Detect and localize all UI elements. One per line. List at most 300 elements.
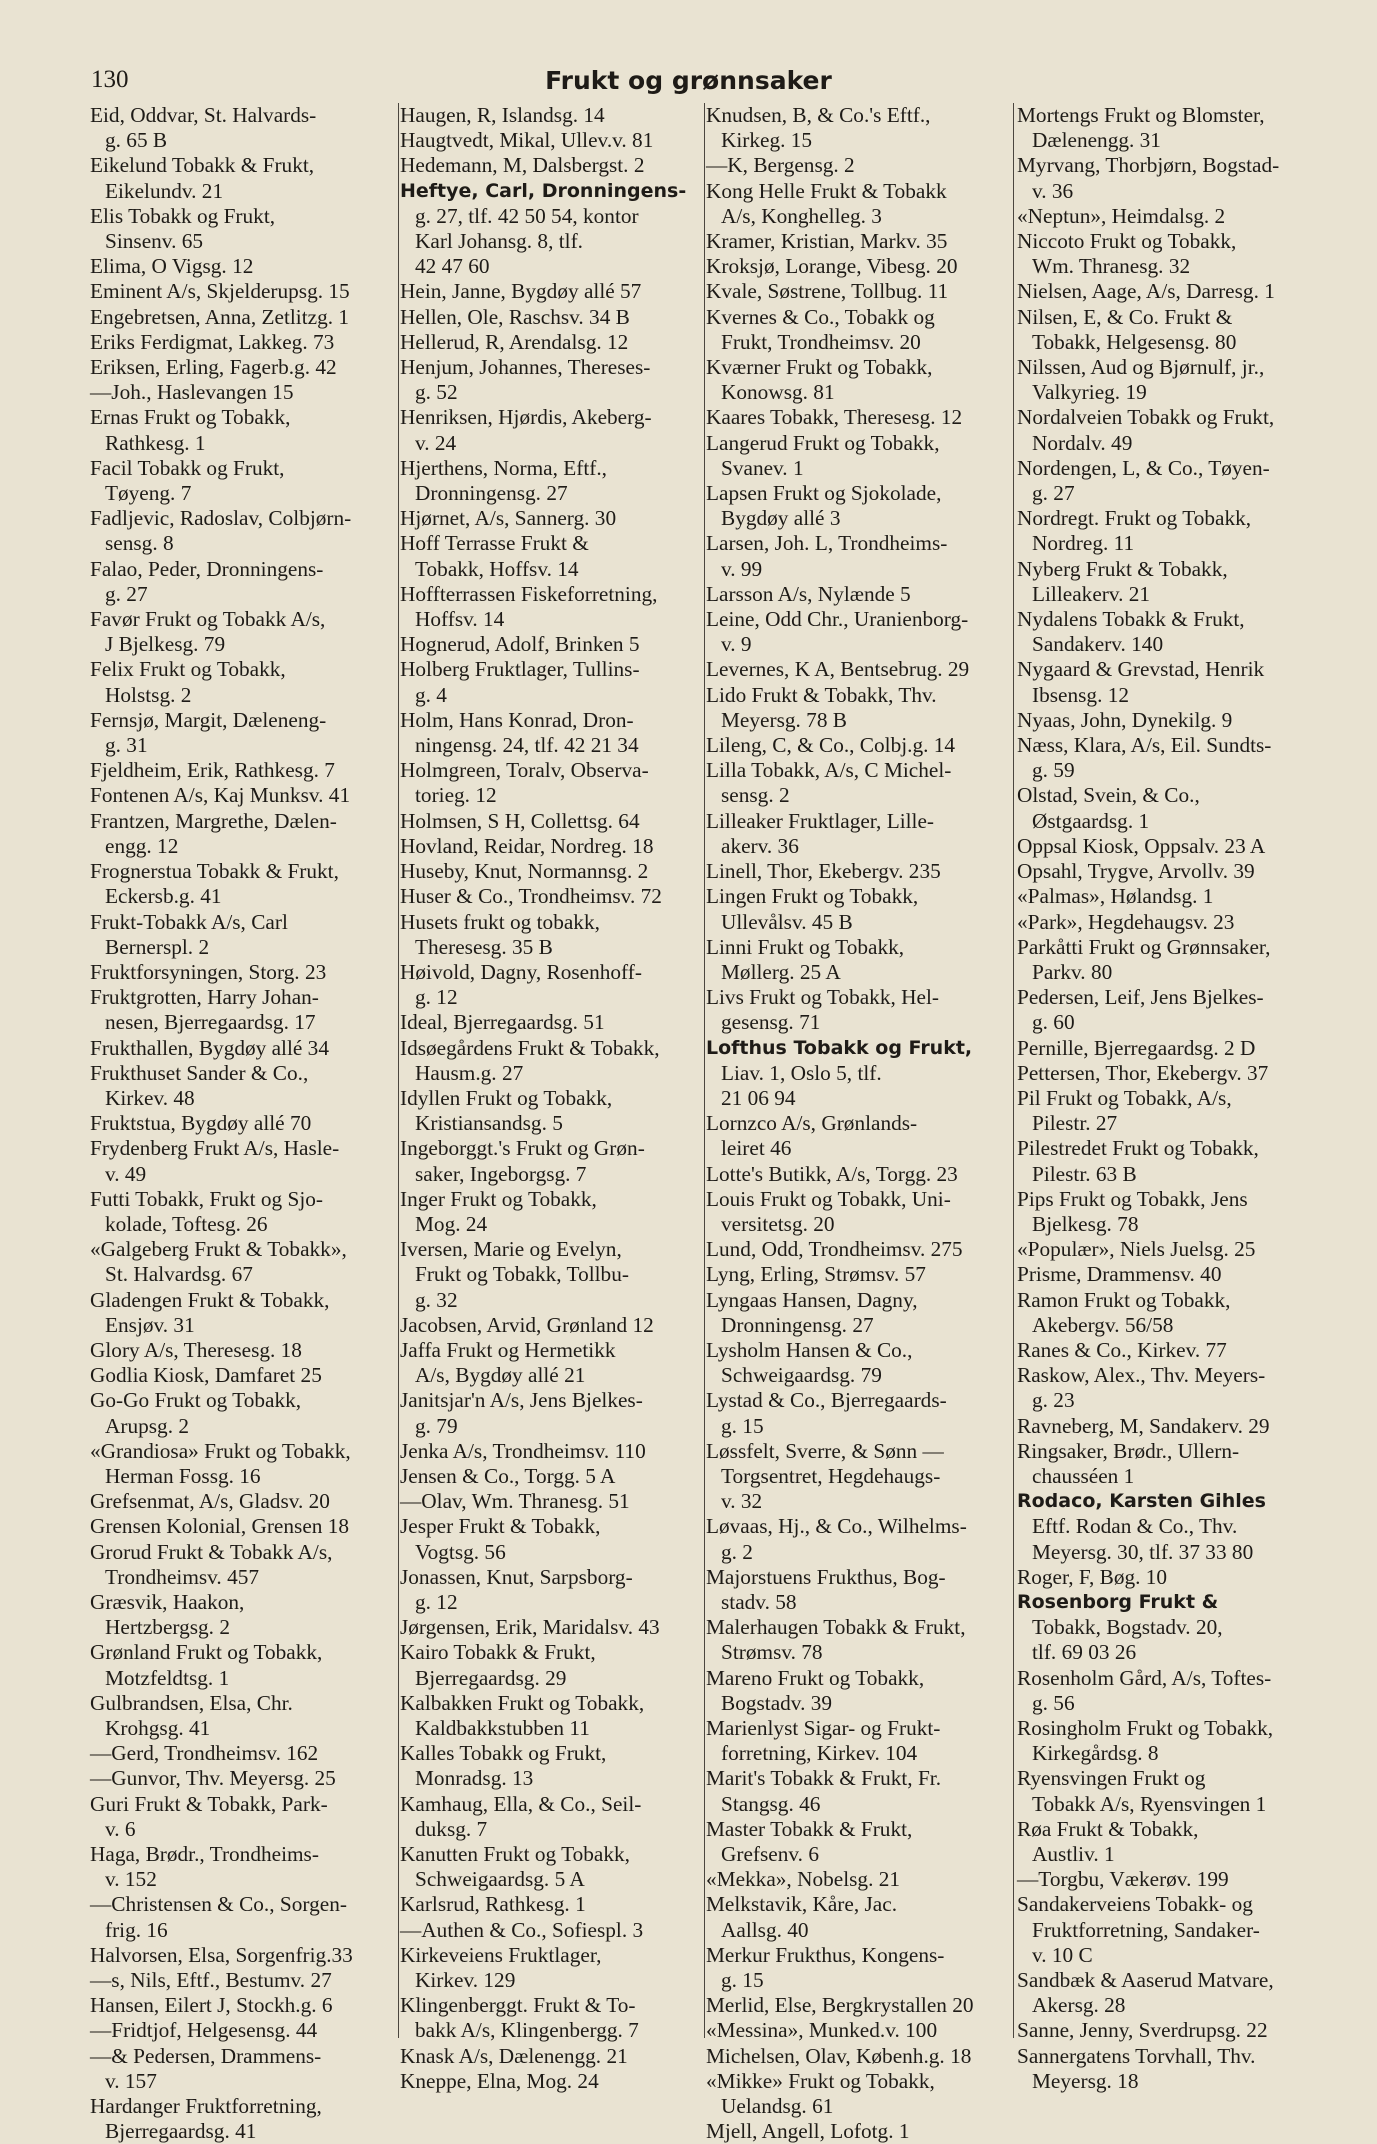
entry-continuation: Theresesg. 35 B xyxy=(415,934,553,959)
entry-continuation: g. 15 xyxy=(721,1413,764,1438)
directory-entry: Kirkeveiens Fruktlager, xyxy=(400,1942,602,1967)
entry-continuation: Stangsg. 46 xyxy=(721,1791,821,1816)
entry-continuation: sensg. 2 xyxy=(721,783,790,808)
directory-entry: Halvorsen, Elsa, Sorgenfrig.33 xyxy=(90,1942,353,1967)
entry-continuation: Tobakk, Helgesensg. 80 xyxy=(1032,329,1237,354)
entry-continuation: g. 27, tlf. 42 50 54, kontor xyxy=(415,203,639,228)
entry-continuation: Trondheimsv. 457 xyxy=(105,1564,260,1589)
directory-entry: Louis Frukt og Tobakk, Uni- xyxy=(706,1186,951,1211)
directory-entry: Sandakerveiens Tobakk- og xyxy=(1017,1892,1253,1917)
directory-entry: Hjørnet, A/s, Sannerg. 30 xyxy=(400,506,617,531)
directory-entry: «Park», Hegdehaugsv. 23 xyxy=(1017,909,1235,934)
directory-entry: Hellen, Ole, Raschsv. 34 B xyxy=(400,304,630,329)
entry-continuation: engg. 12 xyxy=(105,833,179,858)
directory-entry: Linni Frukt og Tobakk, xyxy=(706,934,905,959)
entry-continuation: g. 79 xyxy=(415,1413,458,1438)
directory-entry: Frydenberg Frukt A/s, Hasle- xyxy=(90,1136,340,1161)
entry-continuation: frig. 16 xyxy=(105,1917,168,1942)
directory-entry: Kaares Tobakk, Theresesg. 12 xyxy=(706,405,963,430)
entry-continuation: v. 9 xyxy=(721,632,752,657)
entry-continuation: v. 32 xyxy=(721,1489,763,1514)
directory-entry: «Neptun», Heimdalsg. 2 xyxy=(1017,203,1226,228)
directory-entry: Mareno Frukt og Tobakk, xyxy=(706,1665,925,1690)
directory-entry: «Grandiosa» Frukt og Tobakk, xyxy=(90,1438,351,1463)
entry-continuation: g. 65 B xyxy=(105,128,168,153)
entry-continuation: g. 2 xyxy=(721,1539,753,1564)
entry-continuation: Parkv. 80 xyxy=(1032,959,1113,984)
entry-continuation: Dælenengg. 31 xyxy=(1032,128,1161,153)
directory-entry: —Torgbu, Vækerøv. 199 xyxy=(1017,1867,1229,1892)
entry-continuation: Tobakk, Hoffsv. 14 xyxy=(415,556,579,581)
directory-entry: Go-Go Frukt og Tobakk, xyxy=(90,1388,302,1413)
directory-entry: Eminent A/s, Skjelderupsg. 15 xyxy=(90,279,350,304)
directory-entry: Høivold, Dagny, Rosenhoff- xyxy=(400,959,642,984)
directory-entry: Frukthuset Sander & Co., xyxy=(90,1060,309,1085)
directory-entry: Nordregt. Frukt og Tobakk, xyxy=(1017,506,1252,531)
entry-continuation: Schweigaardsg. 5 A xyxy=(415,1867,585,1892)
directory-entry: Frognerstua Tobakk & Frukt, xyxy=(90,859,339,884)
directory-entry: Iversen, Marie og Evelyn, xyxy=(400,1237,622,1262)
entry-continuation: Tobakk A/s, Ryensvingen 1 xyxy=(1032,1791,1267,1816)
entry-continuation: Fruktforretning, Sandaker- xyxy=(1032,1917,1260,1942)
directory-entry: Mjell, Angell, Lofotg. 1 xyxy=(706,2119,910,2144)
directory-entry: Sannergatens Torvhall, Thv. xyxy=(1017,2043,1256,2068)
entry-continuation: Svanev. 1 xyxy=(721,455,804,480)
entry-continuation: g. 52 xyxy=(415,380,458,405)
entry-continuation: Eftf. Rodan & Co., Thv. xyxy=(1032,1514,1238,1539)
directory-entry: Livs Frukt og Tobakk, Hel- xyxy=(706,985,939,1010)
directory-entry: Lingen Frukt og Tobakk, xyxy=(706,884,919,909)
entry-continuation: Hoffsv. 14 xyxy=(415,607,505,632)
directory-entry: Gulbrandsen, Elsa, Chr. xyxy=(90,1690,293,1715)
entry-continuation: Bygdøy allé 3 xyxy=(721,506,841,531)
entry-continuation: Uelandsg. 61 xyxy=(721,2094,834,2119)
entry-continuation: g. 15 xyxy=(721,1968,764,1993)
directory-entry: Idsøegårdens Frukt & Tobakk, xyxy=(400,1035,660,1060)
directory-entry: Elis Tobakk og Frukt, xyxy=(90,203,276,228)
directory-entry: —Gunvor, Thv. Meyersg. 25 xyxy=(90,1766,336,1791)
directory-entry: Nilsen, E, & Co. Frukt & xyxy=(1017,304,1233,329)
entry-continuation: Aallsg. 40 xyxy=(721,1917,809,1942)
directory-entry: Fontenen A/s, Kaj Munksv. 41 xyxy=(90,783,351,808)
entry-continuation: Bjelkesg. 78 xyxy=(1032,1211,1139,1236)
directory-entry: Hoffterrassen Fiskeforretning, xyxy=(400,581,658,606)
entry-continuation: Nordreg. 11 xyxy=(1032,531,1135,556)
directory-entry: «Mikke» Frukt og Tobakk, xyxy=(706,2068,935,2093)
entry-continuation: ningensg. 24, tlf. 42 21 34 xyxy=(415,733,639,758)
directory-entry: Eriksen, Erling, Fagerb.g. 42 xyxy=(90,355,337,380)
directory-entry: Lornzco A/s, Grønlands- xyxy=(706,1111,918,1136)
directory-entry: Ramon Frukt og Tobakk, xyxy=(1017,1287,1231,1312)
directory-entry: Engebretsen, Anna, Zetlitzg. 1 xyxy=(90,304,350,329)
directory-entry: Eid, Oddvar, St. Halvards- xyxy=(90,103,317,127)
directory-entry: Nyaas, John, Dynekilg. 9 xyxy=(1017,707,1233,732)
entry-continuation: g. 27 xyxy=(105,581,148,606)
directory-entry: Marit's Tobakk & Frukt, Fr. xyxy=(706,1766,942,1791)
directory-entry: Hovland, Reidar, Nordreg. 18 xyxy=(400,833,654,858)
directory-entry: Ringsaker, Brødr., Ullern- xyxy=(1017,1438,1240,1463)
directory-entry: Kvale, Søstrene, Tollbug. 11 xyxy=(706,279,949,304)
entry-continuation: Kaldbakkstubben 11 xyxy=(415,1716,590,1740)
directory-entry: Husets frukt og tobakk, xyxy=(400,909,600,934)
directory-entry: Huseby, Knut, Normannsg. 2 xyxy=(400,859,649,884)
directory-entry: Grefsenmat, A/s, Gladsv. 20 xyxy=(90,1489,330,1514)
directory-entry: Guri Frukt & Tobakk, Park- xyxy=(90,1791,328,1816)
entry-continuation: Hertzbergsg. 2 xyxy=(105,1615,230,1640)
column-divider xyxy=(398,103,399,2038)
entry-continuation: g. 56 xyxy=(1032,1690,1075,1715)
directory-entry: Fruktforsyningen, Storg. 23 xyxy=(90,959,327,984)
entry-continuation: v. 24 xyxy=(415,430,457,455)
entry-continuation: Liav. 1, Oslo 5, tlf. xyxy=(721,1060,882,1085)
entry-continuation: v. 49 xyxy=(105,1161,147,1186)
entry-continuation: A/s, Konghelleg. 3 xyxy=(721,203,882,228)
directory-entry: Heftye, Carl, Dronningens- xyxy=(400,179,687,202)
entry-continuation: Bjerregaardsg. 41 xyxy=(105,2119,257,2144)
directory-entry: Hellerud, R, Arendalsg. 12 xyxy=(400,329,629,354)
entry-continuation: duksg. 7 xyxy=(415,1816,488,1841)
directory-entry: Lystad & Co., Bjerregaards- xyxy=(706,1388,947,1413)
directory-entry: Fernsjø, Margit, Dæleneng- xyxy=(90,707,327,732)
entry-continuation: Valkyrieg. 19 xyxy=(1032,380,1147,405)
directory-entry: Jonassen, Knut, Sarpsborg- xyxy=(400,1564,633,1589)
directory-entry: Holmsen, S H, Collettsg. 64 xyxy=(400,808,640,833)
page-number: 130 xyxy=(91,66,129,93)
entry-continuation: Pilestr. 63 B xyxy=(1032,1161,1137,1186)
directory-entry: «Galgeberg Frukt & Tobakk», xyxy=(90,1237,347,1262)
directory-entry: Nielsen, Aage, A/s, Darresg. 1 xyxy=(1017,279,1275,304)
directory-entry: Felix Frukt og Tobakk, xyxy=(90,657,286,682)
directory-entry: Græsvik, Haakon, xyxy=(90,1589,245,1614)
column-divider xyxy=(704,103,705,2038)
directory-entry: Knask A/s, Dælenengg. 21 xyxy=(400,2043,628,2068)
directory-entry: Pil Frukt og Tobakk, A/s, xyxy=(1017,1085,1232,1110)
directory-entry: Nyberg Frukt & Tobakk, xyxy=(1017,556,1228,581)
entry-continuation: Dronningensg. 27 xyxy=(415,481,568,506)
directory-entry: Rosenholm Gård, A/s, Toftes- xyxy=(1017,1665,1272,1690)
directory-entry: Kværner Frukt og Tobakk, xyxy=(706,355,933,380)
directory-entry: Holmgreen, Toralv, Observa- xyxy=(400,758,649,783)
directory-entry: Ideal, Bjerregaardsg. 51 xyxy=(400,1010,605,1035)
directory-entry: Kroksjø, Lorange, Vibesg. 20 xyxy=(706,254,958,279)
entry-continuation: Sandakerv. 140 xyxy=(1032,632,1164,657)
directory-entry: Kong Helle Frukt & Tobakk xyxy=(706,178,947,203)
directory-entry: Frantzen, Margrethe, Dælen- xyxy=(90,808,337,833)
directory-entry: Fjeldheim, Erik, Rathkesg. 7 xyxy=(90,758,335,783)
directory-entry: Jaffa Frukt og Hermetikk xyxy=(400,1337,616,1362)
directory-entry: Hognerud, Adolf, Brinken 5 xyxy=(400,632,640,657)
directory-entry: Hjerthens, Norma, Eftf., xyxy=(400,455,607,480)
entry-continuation: Tøyeng. 7 xyxy=(105,481,192,506)
entry-continuation: Bogstadv. 39 xyxy=(721,1690,833,1715)
directory-entry: Løvaas, Hj., & Co., Wilhelms- xyxy=(706,1514,967,1539)
entry-continuation: nesen, Bjerregaardsg. 17 xyxy=(105,1010,316,1035)
directory-entry: Lysholm Hansen & Co., xyxy=(706,1337,913,1362)
directory-entry: Sandbæk & Aaserud Matvare, xyxy=(1017,1968,1274,1993)
directory-entry: Myrvang, Thorbjørn, Bogstad- xyxy=(1017,153,1280,178)
directory-entry: Lido Frukt & Tobakk, Thv. xyxy=(706,682,937,707)
directory-entry: Mortengs Frukt og Blomster, xyxy=(1017,103,1265,127)
entry-continuation: J Bjelkesg. 79 xyxy=(105,632,226,657)
directory-entry: Roger, F, Bøg. 10 xyxy=(1017,1564,1168,1589)
entry-continuation: v. 36 xyxy=(1032,178,1074,203)
directory-entry: «Messina», Munked.v. 100 xyxy=(706,2018,938,2043)
directory-entry: Lapsen Frukt og Sjokolade, xyxy=(706,481,942,506)
entry-continuation: Pilestr. 27 xyxy=(1032,1111,1118,1136)
entry-continuation: bakk A/s, Klingenbergg. 7 xyxy=(415,2018,639,2043)
directory-entry: Kanutten Frukt og Tobakk, xyxy=(400,1842,630,1867)
directory-entry: Pilestredet Frukt og Tobakk, xyxy=(1017,1136,1259,1161)
entry-continuation: Hausm.g. 27 xyxy=(415,1060,524,1085)
entry-continuation: Mog. 24 xyxy=(415,1211,488,1236)
directory-entry: «Palmas», Hølandsg. 1 xyxy=(1017,884,1214,909)
entry-continuation: Lilleakerv. 21 xyxy=(1032,581,1151,606)
directory-entry: Kalbakken Frukt og Tobakk, xyxy=(400,1690,645,1715)
directory-entry: Larsen, Joh. L, Trondheims- xyxy=(706,531,948,556)
directory-entry: Idyllen Frukt og Tobakk, xyxy=(400,1085,613,1110)
entry-continuation: v. 152 xyxy=(105,1867,157,1892)
directory-entry: Hedemann, M, Dalsbergst. 2 xyxy=(400,153,645,178)
directory-entry: —Christensen & Co., Sorgen- xyxy=(90,1892,347,1917)
entry-continuation: Kristiansandsg. 5 xyxy=(415,1111,563,1136)
entry-continuation: saker, Ingeborgsg. 7 xyxy=(415,1161,587,1186)
directory-entry: Raskow, Alex., Thv. Meyers- xyxy=(1017,1363,1266,1388)
directory-entry: Lilla Tobakk, A/s, C Michel- xyxy=(706,758,952,783)
directory-column-1 xyxy=(90,103,395,2144)
entry-continuation: Austliv. 1 xyxy=(1032,1842,1115,1867)
directory-entry: Elima, O Vigsg. 12 xyxy=(90,254,254,279)
entry-continuation: Ullevålsv. 45 B xyxy=(721,909,853,934)
directory-entry: Jesper Frukt & Tobakk, xyxy=(400,1514,601,1539)
directory-entry: Michelsen, Olav, Københ.g. 18 xyxy=(706,2043,972,2068)
directory-column-4 xyxy=(1017,103,1323,2093)
entry-continuation: Vogtsg. 56 xyxy=(415,1539,506,1564)
entry-continuation: Akersg. 28 xyxy=(1032,1993,1126,2018)
directory-entry: Holberg Fruktlager, Tullins- xyxy=(400,657,640,682)
entry-continuation: St. Halvardsg. 67 xyxy=(105,1262,253,1287)
entry-continuation: Kirkeg. 15 xyxy=(721,128,813,153)
directory-entry: Godlia Kiosk, Damfaret 25 xyxy=(90,1363,322,1388)
directory-entry: «Populær», Niels Juelsg. 25 xyxy=(1017,1237,1256,1262)
directory-entry: Linell, Thor, Ekebergv. 235 xyxy=(706,859,941,884)
directory-entry: Hein, Janne, Bygdøy allé 57 xyxy=(400,279,642,304)
directory-entry: Olstad, Svein, & Co., xyxy=(1017,783,1200,808)
directory-entry: Frukthallen, Bygdøy allé 34 xyxy=(90,1035,329,1060)
entry-continuation: Monradsg. 13 xyxy=(415,1766,534,1791)
entry-continuation: Torgsentret, Hegdehaugs- xyxy=(721,1463,941,1488)
directory-entry: Gladengen Frukt & Tobakk, xyxy=(90,1287,330,1312)
directory-entry: Kalles Tobakk og Frukt, xyxy=(400,1741,607,1766)
column-divider xyxy=(1013,103,1014,2038)
entry-continuation: tlf. 69 03 26 xyxy=(1032,1640,1137,1665)
directory-entry: Levernes, K A, Bentsebrug. 29 xyxy=(706,657,970,682)
directory-entry: Haga, Brødr., Trondheims- xyxy=(90,1842,319,1867)
directory-column-2 xyxy=(400,103,705,2093)
directory-entry: Merlid, Else, Bergkrystallen 20 xyxy=(706,1993,974,2018)
directory-entry: Facil Tobakk og Frukt, xyxy=(90,455,285,480)
directory-entry: —Olav, Wm. Thranesg. 51 xyxy=(400,1489,630,1514)
directory-entry: Master Tobakk & Frukt, xyxy=(706,1816,913,1841)
directory-entry: Ryensvingen Frukt og xyxy=(1017,1766,1206,1791)
entry-continuation: g. 59 xyxy=(1032,758,1075,783)
entry-continuation: Arupsg. 2 xyxy=(105,1413,190,1438)
entry-continuation: Eikelundv. 21 xyxy=(105,178,224,203)
directory-entry: Marienlyst Sigar- og Frukt- xyxy=(706,1716,941,1740)
directory-entry: Futti Tobakk, Frukt og Sjo- xyxy=(90,1186,323,1211)
directory-entry: Prisme, Drammensv. 40 xyxy=(1017,1262,1222,1287)
entry-continuation: Wm. Thranesg. 32 xyxy=(1032,254,1191,279)
entry-continuation: Meyersg. 18 xyxy=(1032,2068,1139,2093)
directory-entry: Nydalens Tobakk & Frukt, xyxy=(1017,607,1245,632)
directory-entry: Lileng, C, & Co., Colbj.g. 14 xyxy=(706,733,956,758)
directory-entry: Hardanger Fruktforretning, xyxy=(90,2094,322,2119)
directory-entry: Nygaard & Grevstad, Henrik xyxy=(1017,657,1265,682)
entry-continuation: Krohgsg. 41 xyxy=(105,1716,211,1740)
entry-continuation: Grefsenv. 6 xyxy=(721,1842,819,1867)
entry-continuation: Kirkev. 48 xyxy=(105,1085,195,1110)
entry-continuation: g. 32 xyxy=(415,1287,458,1312)
directory-entry: Pedersen, Leif, Jens Bjelkes- xyxy=(1017,985,1264,1010)
directory-entry: —K, Bergensg. 2 xyxy=(706,153,855,178)
directory-entry: Hansen, Eilert J, Stockh.g. 6 xyxy=(90,1993,333,2018)
directory-entry: Henriksen, Hjørdis, Akeberg- xyxy=(400,405,652,430)
directory-entry: Hoff Terrasse Frukt & xyxy=(400,531,589,556)
entry-continuation: Møllerg. 25 A xyxy=(721,959,841,984)
entry-continuation: 42 47 60 xyxy=(415,254,490,279)
directory-column-3 xyxy=(706,103,1014,2144)
directory-entry: Holm, Hans Konrad, Dron- xyxy=(400,707,634,732)
directory-entry: Næss, Klara, A/s, Eil. Sundts- xyxy=(1017,733,1272,758)
directory-entry: Lofthus Tobakk og Frukt, xyxy=(706,1036,973,1059)
entry-continuation: Meyersg. 30, tlf. 37 33 80 xyxy=(1032,1539,1254,1564)
directory-entry: —Authen & Co., Sofiespl. 3 xyxy=(400,1917,644,1942)
directory-entry: Ernas Frukt og Tobakk, xyxy=(90,405,291,430)
directory-entry: Lotte's Butikk, A/s, Torgg. 23 xyxy=(706,1161,958,1186)
entry-continuation: gesensg. 71 xyxy=(721,1010,821,1035)
directory-entry: Pernille, Bjerregaardsg. 2 D xyxy=(1017,1035,1256,1060)
directory-entry: Lyngaas Hansen, Dagny, xyxy=(706,1287,918,1312)
directory-entry: Grønland Frukt og Tobakk, xyxy=(90,1640,323,1665)
entry-continuation: Bernerspl. 2 xyxy=(105,934,210,959)
entry-continuation: Herman Fossg. 16 xyxy=(105,1463,261,1488)
entry-continuation: v. 6 xyxy=(105,1816,136,1841)
directory-entry: Leine, Odd Chr., Uranienborg- xyxy=(706,607,969,632)
directory-entry: Løssfelt, Sverre, & Sønn — xyxy=(706,1438,944,1463)
entry-continuation: sensg. 8 xyxy=(105,531,174,556)
entry-continuation: Strømsv. 78 xyxy=(721,1640,823,1665)
entry-continuation: Tobakk, Bogstadv. 20, xyxy=(1032,1615,1223,1640)
entry-continuation: g. 31 xyxy=(105,733,148,758)
directory-entry: Røa Frukt & Tobakk, xyxy=(1017,1816,1199,1841)
directory-entry: Parkåtti Frukt og Grønnsaker, xyxy=(1017,934,1271,959)
entry-continuation: chausséen 1 xyxy=(1032,1463,1135,1488)
directory-entry: Pettersen, Thor, Ekebergv. 37 xyxy=(1017,1060,1269,1085)
entry-continuation: Frukt, Trondheimsv. 20 xyxy=(721,329,921,354)
directory-entry: Kvernes & Co., Tobakk og xyxy=(706,304,935,329)
directory-entry: —Gerd, Trondheimsv. 162 xyxy=(90,1741,319,1766)
directory-entry: Malerhaugen Tobakk & Frukt, xyxy=(706,1615,966,1640)
directory-entry: Ingeborggt.'s Frukt og Grøn- xyxy=(400,1136,645,1161)
directory-entry: Henjum, Johannes, Thereses- xyxy=(400,355,651,380)
directory-entry: Inger Frukt og Tobakk, xyxy=(400,1186,597,1211)
entry-continuation: 21 06 94 xyxy=(721,1085,796,1110)
directory-entry: Favør Frukt og Tobakk A/s, xyxy=(90,607,326,632)
directory-entry: Nilssen, Aud og Bjørnulf, jr., xyxy=(1017,355,1265,380)
entry-continuation: versitetsg. 20 xyxy=(721,1211,835,1236)
directory-entry: Larsson A/s, Nylænde 5 xyxy=(706,581,911,606)
entry-continuation: Akebergv. 56/58 xyxy=(1032,1312,1174,1337)
directory-entry: Janitsjar'n A/s, Jens Bjelkes- xyxy=(400,1388,643,1413)
directory-entry: Niccoto Frukt og Tobakk, xyxy=(1017,229,1237,254)
entry-continuation: g. 4 xyxy=(415,682,447,707)
directory-entry: Lilleaker Fruktlager, Lille- xyxy=(706,808,934,833)
directory-entry: Lyng, Erling, Strømsv. 57 xyxy=(706,1262,926,1287)
directory-entry: Karlsrud, Rathkesg. 1 xyxy=(400,1892,586,1917)
directory-entry: Grorud Frukt & Tobakk A/s, xyxy=(90,1539,333,1564)
directory-entry: —Fridtjof, Helgesensg. 44 xyxy=(90,2018,318,2043)
directory-entry: Fadljevic, Radoslav, Colbjørn- xyxy=(90,506,352,531)
directory-entry: Pips Frukt og Tobakk, Jens xyxy=(1017,1186,1248,1211)
directory-entry: Kneppe, Elna, Mog. 24 xyxy=(400,2068,599,2093)
entry-continuation: g. 23 xyxy=(1032,1388,1075,1413)
entry-continuation: v. 10 C xyxy=(1032,1942,1093,1967)
directory-entry: —s, Nils, Eftf., Bestumv. 27 xyxy=(90,1968,332,1993)
directory-entry: Oppsal Kiosk, Oppsalv. 23 A xyxy=(1017,833,1266,858)
directory-entry: Eriks Ferdigmat, Lakkeg. 73 xyxy=(90,329,335,354)
entry-continuation: v. 157 xyxy=(105,2068,157,2093)
directory-entry: Melkstavik, Kåre, Jac. xyxy=(706,1892,898,1917)
directory-entry: —& Pedersen, Drammens- xyxy=(90,2043,322,2068)
entry-continuation: v. 99 xyxy=(721,556,763,581)
directory-entry: Klingenberggt. Frukt & To- xyxy=(400,1993,636,2018)
directory-entry: Nordengen, L, & Co., Tøyen- xyxy=(1017,455,1270,480)
entry-continuation: kolade, Toftesg. 26 xyxy=(105,1211,268,1236)
directory-entry: Jenka A/s, Trondheimsv. 110 xyxy=(400,1438,646,1463)
directory-entry: Jørgensen, Erik, Maridalsv. 43 xyxy=(400,1615,660,1640)
entry-continuation: Nordalv. 49 xyxy=(1032,430,1133,455)
directory-entry: Grensen Kolonial, Grensen 18 xyxy=(90,1514,350,1539)
directory-entry: Kramer, Kristian, Markv. 35 xyxy=(706,229,948,254)
directory-entry: Ranes & Co., Kirkev. 77 xyxy=(1017,1337,1227,1362)
directory-entry: Nordalveien Tobakk og Frukt, xyxy=(1017,405,1275,430)
entry-continuation: g. 27 xyxy=(1032,481,1075,506)
directory-entry: Haugen, R, Islandsg. 14 xyxy=(400,103,605,127)
directory-entry: Rosenborg Frukt & xyxy=(1017,1590,1219,1613)
entry-continuation: leiret 46 xyxy=(721,1136,792,1161)
directory-entry: Falao, Peder, Dronningens- xyxy=(90,556,324,581)
entry-continuation: g. 12 xyxy=(415,1589,458,1614)
directory-entry: Frukt-Tobakk A/s, Carl xyxy=(90,909,288,934)
entry-continuation: Motzfeldtsg. 1 xyxy=(105,1665,230,1690)
directory-entry: Ravneberg, M, Sandakerv. 29 xyxy=(1017,1413,1270,1438)
entry-continuation: Sinsenv. 65 xyxy=(105,229,204,254)
entry-continuation: Dronningensg. 27 xyxy=(721,1312,874,1337)
directory-entry: Fruktgrotten, Harry Johan- xyxy=(90,985,319,1010)
directory-entry: Kamhaug, Ella, & Co., Seil- xyxy=(400,1791,642,1816)
directory-entry: —Joh., Haslevangen 15 xyxy=(90,380,294,405)
entry-continuation: Frukt og Tobakk, Tollbu- xyxy=(415,1262,629,1287)
directory-entry: Rosingholm Frukt og Tobakk, xyxy=(1017,1716,1274,1740)
directory-entry: Langerud Frukt og Tobakk, xyxy=(706,430,940,455)
entry-continuation: Eckersb.g. 41 xyxy=(105,884,222,909)
directory-entry: Jacobsen, Arvid, Grønland 12 xyxy=(400,1312,654,1337)
entry-continuation: A/s, Bygdøy allé 21 xyxy=(415,1363,586,1388)
directory-entry: Fruktstua, Bygdøy allé 70 xyxy=(90,1111,312,1136)
directory-entry: Glory A/s, Theresesg. 18 xyxy=(90,1337,302,1362)
entry-continuation: stadv. 58 xyxy=(721,1589,797,1614)
directory-entry: Haugtvedt, Mikal, Ullev.v. 81 xyxy=(400,128,654,153)
directory-entry: Rodaco, Karsten Gihles xyxy=(1017,1490,1266,1513)
